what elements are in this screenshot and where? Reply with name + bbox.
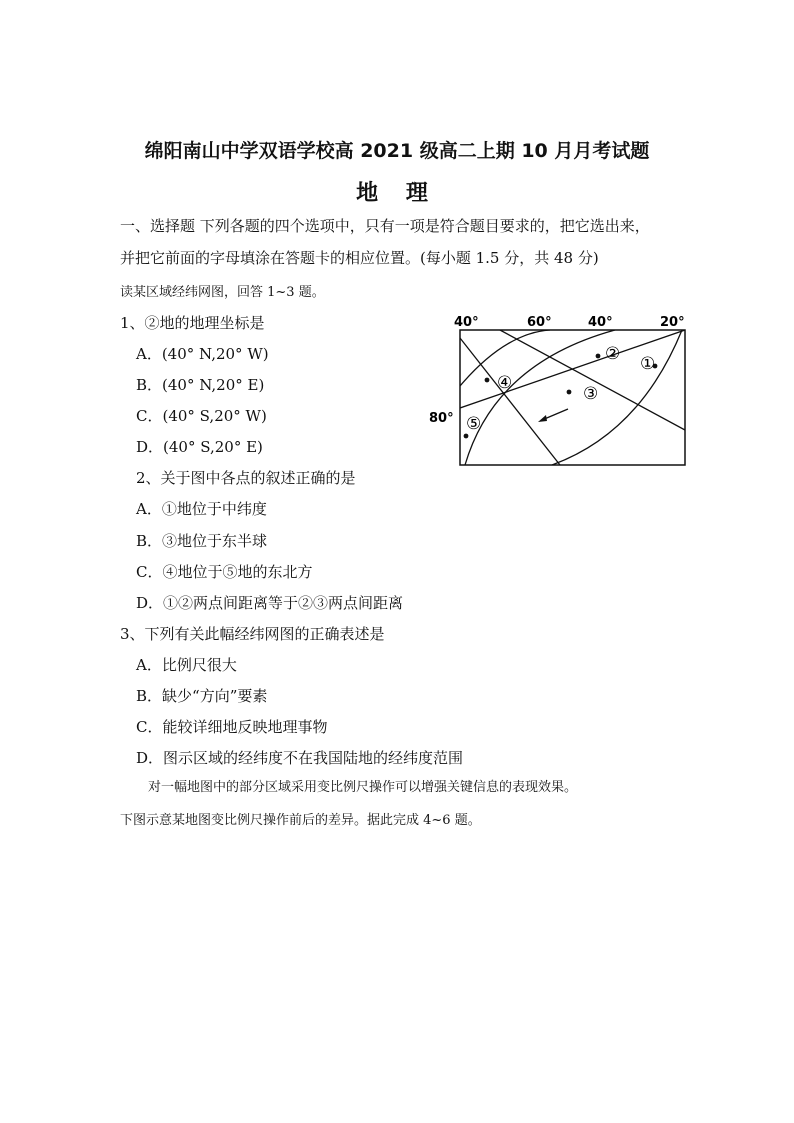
passage-line2: 下图示意某地图变比例尺操作前后的差异。据此完成 4~6 题。 xyxy=(120,813,481,828)
point-dot-2 xyxy=(596,354,601,359)
exam-title: 绵阳南山中学双语学校高 2021 级高二上期 10 月月考试题 xyxy=(144,140,650,162)
map-label-40-right: 40° xyxy=(588,315,613,330)
graticule-map xyxy=(420,308,700,473)
subject-title: 地 理 xyxy=(356,181,438,206)
passage-line1: 对一幅地图中的部分区域采用变比例尺操作可以增强关键信息的表现效果。 xyxy=(148,780,578,795)
point-dot-5 xyxy=(464,434,469,439)
question-1-stem: 1、②地的地理坐标是 xyxy=(120,314,265,332)
point-label-2: ② xyxy=(605,344,621,364)
direction-arrow-icon xyxy=(538,409,568,422)
point-label-3: ③ xyxy=(583,384,599,404)
point-label-5: ⑤ xyxy=(466,414,482,434)
map-label-20: 20° xyxy=(660,315,685,330)
read-prompt: 读某区域经纬网图，回答 1~3 题。 xyxy=(120,285,325,300)
question-1-option-d: D．(40° S,20° E) xyxy=(136,438,263,456)
question-3-stem: 3、下列有关此幅经纬网图的正确表述是 xyxy=(120,625,385,643)
question-1-option-b: B．(40° N,20° E) xyxy=(136,376,265,394)
question-1-option-c: C．(40° S,20° W) xyxy=(136,407,267,425)
map-label-40-left: 40° xyxy=(454,315,479,330)
point-label-1: ① xyxy=(640,354,656,374)
question-2-stem: 2、关于图中各点的叙述正确的是 xyxy=(136,469,356,487)
question-3-option-c: C．能较详细地反映地理事物 xyxy=(136,718,328,736)
point-dot-4 xyxy=(485,378,490,383)
section-instructions-line2: 并把它前面的字母填涂在答题卡的相应位置。(每小题 1.5 分，共 48 分) xyxy=(120,249,599,267)
point-label-4: ④ xyxy=(497,373,513,393)
map-label-60: 60° xyxy=(527,315,552,330)
meridian-line-2 xyxy=(500,330,685,430)
question-2-option-c: C．④地位于⑤地的东北方 xyxy=(136,563,313,581)
question-1-option-a: A．(40° N,20° W) xyxy=(136,345,269,363)
question-2-option-d: D．①②两点间距离等于②③两点间距离 xyxy=(136,594,404,612)
point-dot-3 xyxy=(567,390,572,395)
section-instructions-line1: 一、选择题 下列各题的四个选项中，只有一项是符合题目要求的，把它选出来， xyxy=(120,217,650,235)
question-3-option-d: D．图示区域的经纬度不在我国陆地的经纬度范围 xyxy=(136,749,464,767)
map-label-80: 80° xyxy=(429,411,454,426)
meridian-line-1 xyxy=(460,338,560,465)
map-frame xyxy=(460,330,685,465)
question-3-option-b: B．缺少“方向”要素 xyxy=(136,687,268,705)
question-3-option-a: A．比例尺很大 xyxy=(136,656,237,674)
question-2-option-a: A．①地位于中纬度 xyxy=(136,500,267,518)
question-2-option-b: B．③地位于东半球 xyxy=(136,532,268,550)
